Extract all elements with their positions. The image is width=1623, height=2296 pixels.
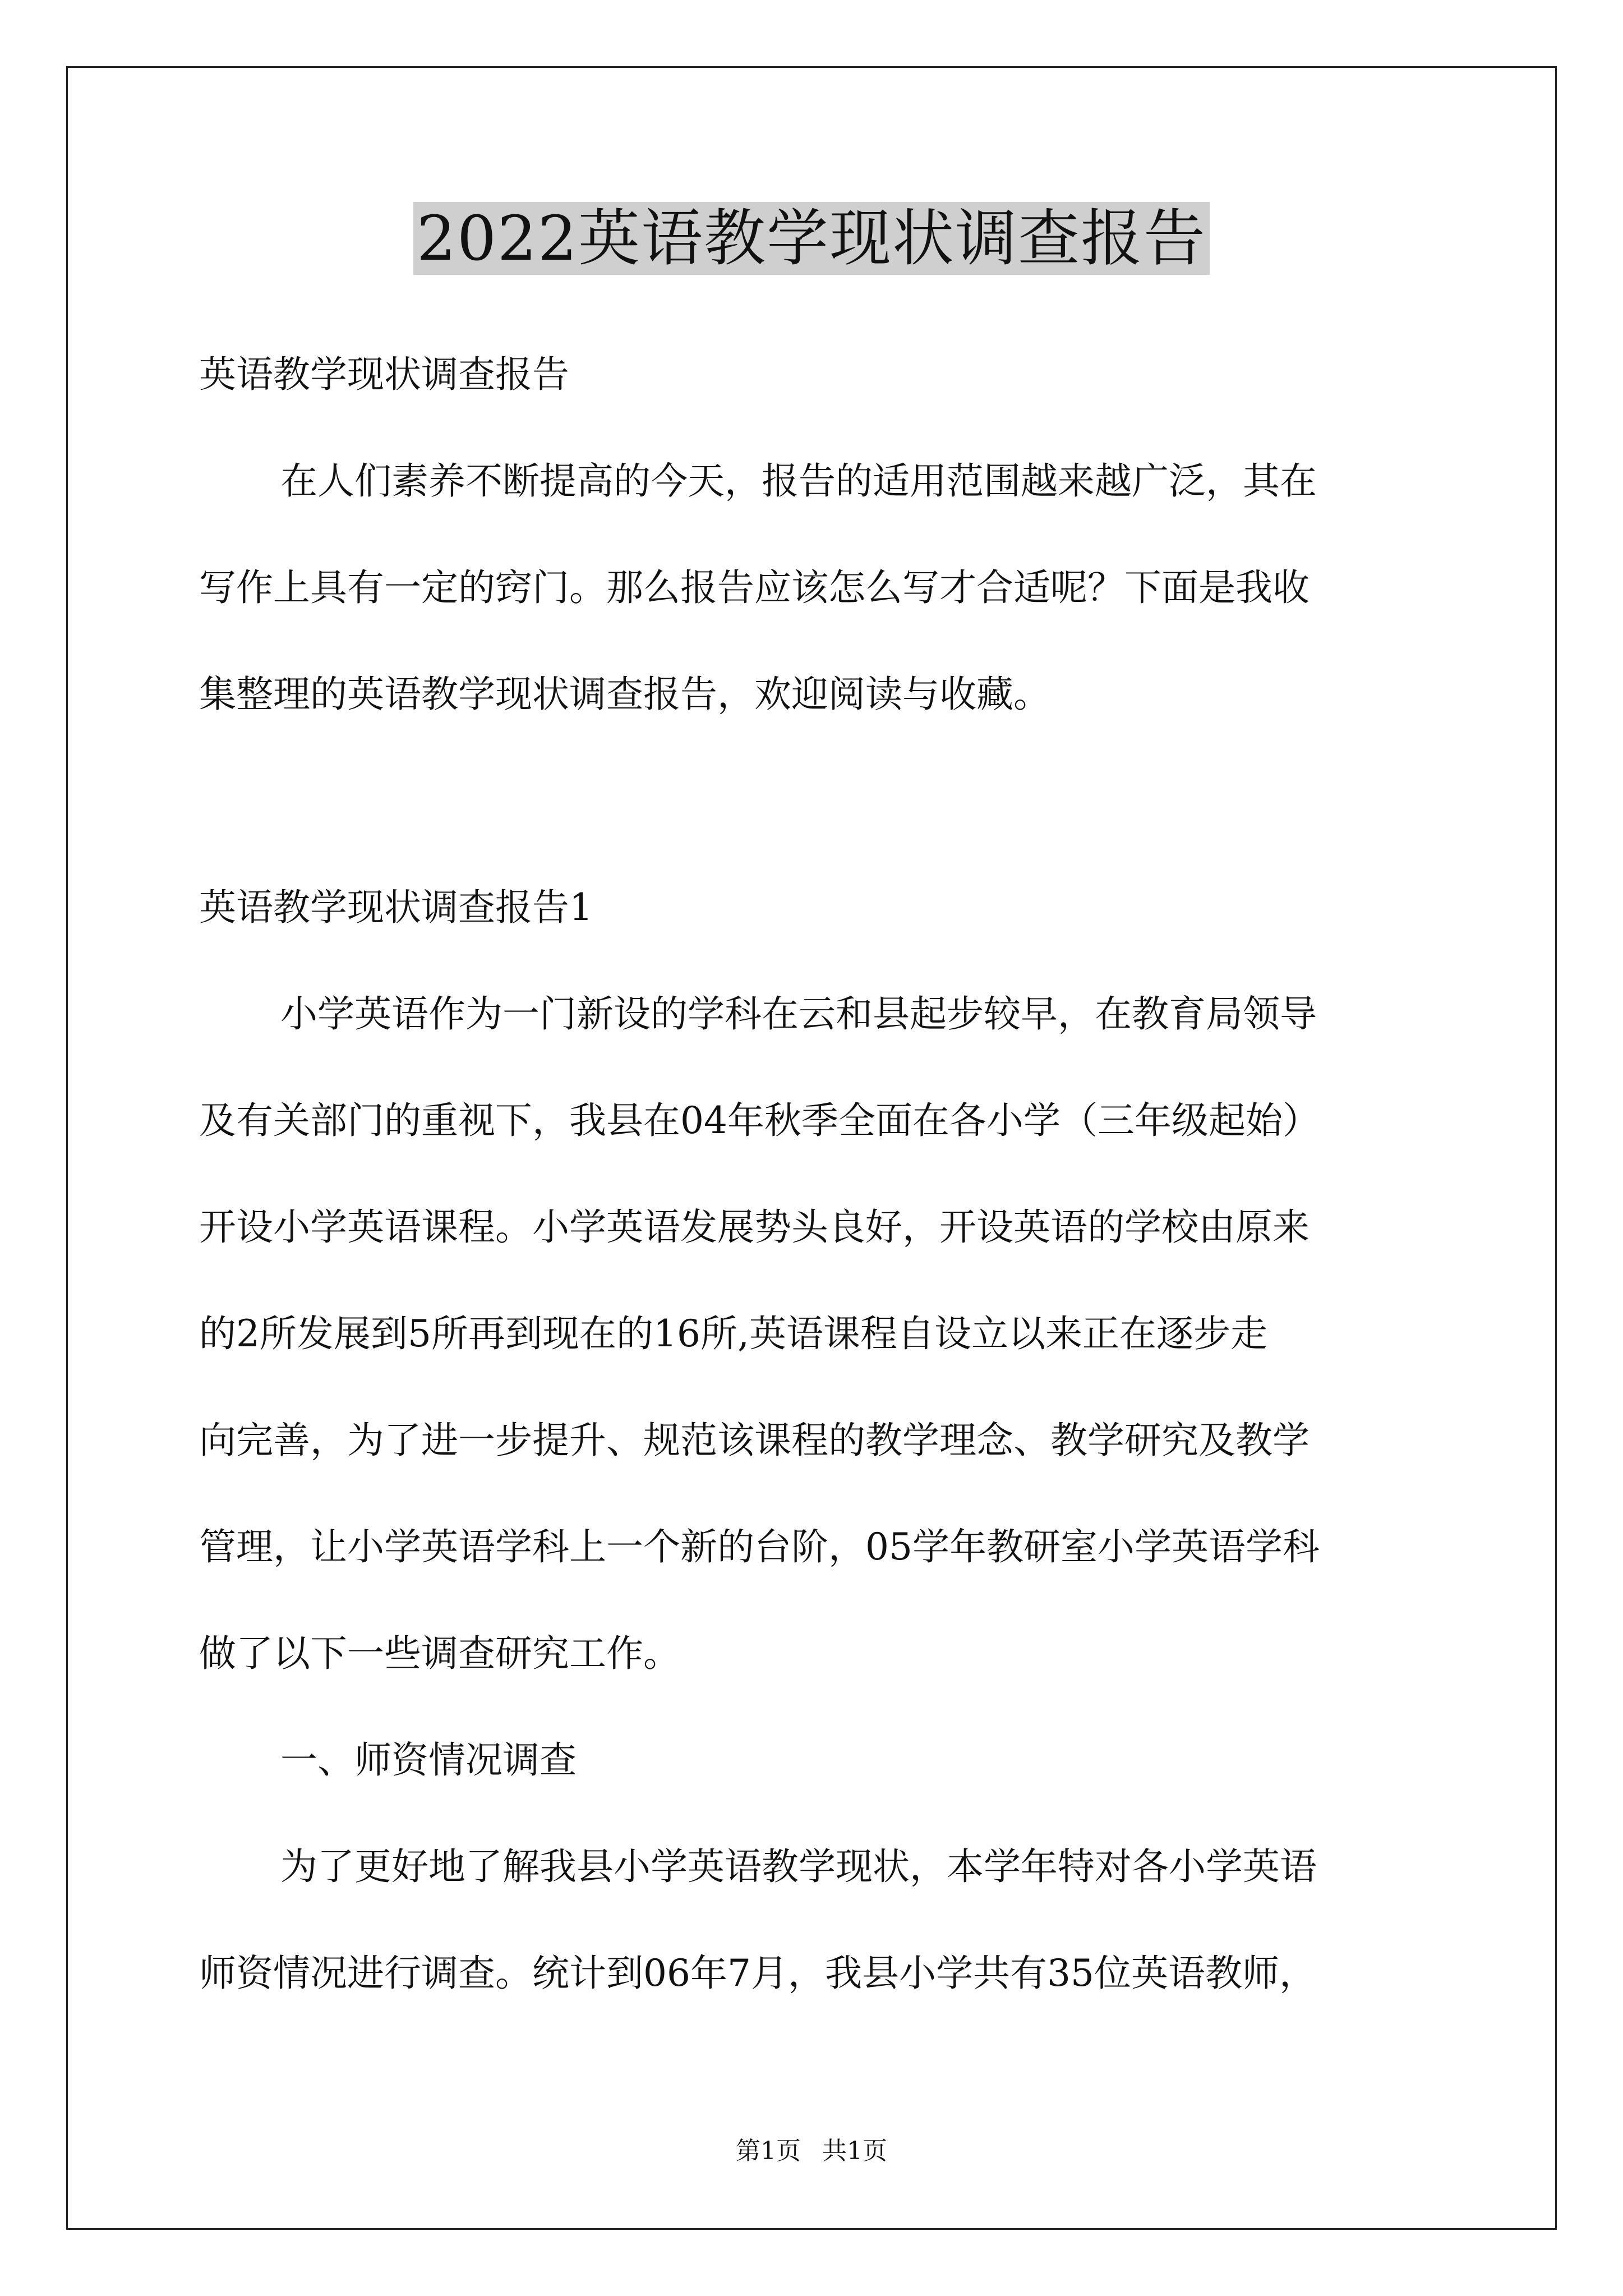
paragraph-line: 开设小学英语课程。小学英语发展势头良好，开设英语的学校由原来 (199, 1205, 1310, 1249)
title-container (0, 202, 1623, 275)
section-heading: 英语教学现状调查报告1 (199, 886, 593, 929)
paragraph-line: 做了以下一些调查研究工作。 (199, 1632, 680, 1675)
paragraph-line: 管理，让小学英语学科上一个新的台阶，05学年教研室小学英语学科 (199, 1525, 1320, 1568)
subsection-heading: 一、师资情况调查 (280, 1738, 577, 1782)
document-body (199, 348, 1433, 2053)
paragraph-line: 小学英语作为一门新设的学科在云和县起步较早，在教育局领导 (280, 992, 1317, 1036)
page-number: 第1页 (736, 2137, 801, 2165)
page-total: 共1页 (822, 2137, 887, 2165)
document-title: 2022英语教学现状调查报告 (413, 202, 1210, 275)
paragraph-line: 为了更好地了解我县小学英语教学现状，本学年特对各小学英语 (280, 1845, 1317, 1888)
page-footer (0, 2134, 1623, 2168)
paragraph-line: 在人们素养不断提高的今天，报告的适用范围越来越广泛，其在 (280, 459, 1317, 503)
paragraph-line: 集整理的英语教学现状调查报告，欢迎阅读与收藏。 (199, 673, 1050, 716)
paragraph-line: 的2所发展到5所再到现在的16所,英语课程自设立以来正在逐步走 (199, 1312, 1267, 1355)
paragraph-line: 向完善，为了进一步提升、规范该课程的教学理念、教学研究及教学 (199, 1419, 1310, 1462)
subtitle-line: 英语教学现状调查报告 (199, 353, 569, 396)
paragraph-line: 及有关部门的重视下，我县在04年秋季全面在各小学（三年级起始） (199, 1099, 1320, 1142)
paragraph-line: 写作上具有一定的窍门。那么报告应该怎么写才合适呢？下面是我收 (199, 566, 1310, 609)
paragraph-line: 师资情况进行调查。统计到06年7月，我县小学共有35位英语教师， (199, 1952, 1316, 1995)
